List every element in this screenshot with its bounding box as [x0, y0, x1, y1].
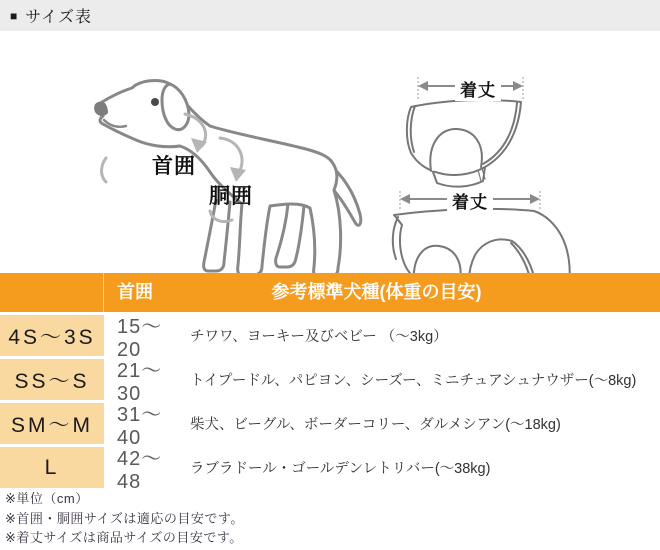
header-neck-cell: 首囲	[117, 282, 153, 302]
neck-measure-arc-front	[102, 158, 107, 182]
breeds-cell: チワワ、ヨーキー及びベビー （〜3kg）	[190, 329, 448, 345]
breeds-cell: ラブラドール・ゴールデンレトリバー(〜38kg)	[190, 461, 491, 477]
note-length: ※着丈サイズは商品サイズの目安です。	[5, 530, 243, 545]
garment-bottom-collar-line	[393, 217, 398, 259]
length-arrowhead-right	[513, 81, 523, 91]
header-breeds-cell: 参考標準犬種(体重の目安)	[271, 282, 482, 302]
neck-range-cell: 21〜30	[117, 359, 163, 405]
breeds-cell: トイプードル、パピヨン、シーズー、ミニチュアシュナウザー(〜8kg)	[190, 373, 637, 389]
garment-length-label-bottom: 着丈	[447, 188, 493, 213]
neck-range-cell: 42〜48	[117, 447, 163, 493]
page-title: サイズ表	[25, 9, 92, 26]
girth-circumference-label: 胴囲	[209, 185, 253, 208]
footnotes	[5, 489, 244, 548]
table-row	[0, 359, 660, 405]
size-label-cell: SS〜S	[0, 359, 104, 400]
dog-ear	[162, 84, 189, 130]
garment-top-illustration	[383, 73, 648, 191]
dog-eye	[151, 98, 159, 106]
section-title-bar	[0, 0, 660, 31]
dog-far-front-leg	[204, 200, 230, 271]
size-table	[0, 273, 660, 493]
table-row	[0, 447, 660, 493]
dog-far-rear-leg	[276, 204, 304, 267]
note-unit: ※単位（cm）	[5, 491, 89, 506]
size-label-cell: 4S〜3S	[0, 315, 104, 356]
neck-range-cell: 15〜20	[117, 315, 163, 361]
length-arrowhead-right	[530, 194, 540, 204]
square-bullet-icon: ■	[10, 8, 18, 23]
neck-circumference-label: 首囲	[152, 155, 196, 178]
neck-range-cell: 31〜40	[117, 403, 163, 449]
table-row	[0, 315, 660, 361]
size-label-cell: L	[0, 447, 104, 488]
garment-length-label-top: 着丈	[455, 76, 501, 101]
table-row	[0, 403, 660, 449]
note-neck-girth: ※首囲・胴囲サイズは適応の目安です。	[5, 510, 244, 526]
size-label-cell: SM〜M	[0, 403, 104, 444]
breeds-cell: 柴犬、ビーグル、ボーダーコリー、ダルメシアン(〜18kg)	[190, 417, 561, 433]
length-arrowhead-left	[418, 81, 428, 91]
measurement-diagram	[0, 31, 660, 273]
size-table-header	[0, 273, 660, 312]
length-arrowhead-left	[400, 194, 410, 204]
header-size-cell	[0, 273, 104, 312]
